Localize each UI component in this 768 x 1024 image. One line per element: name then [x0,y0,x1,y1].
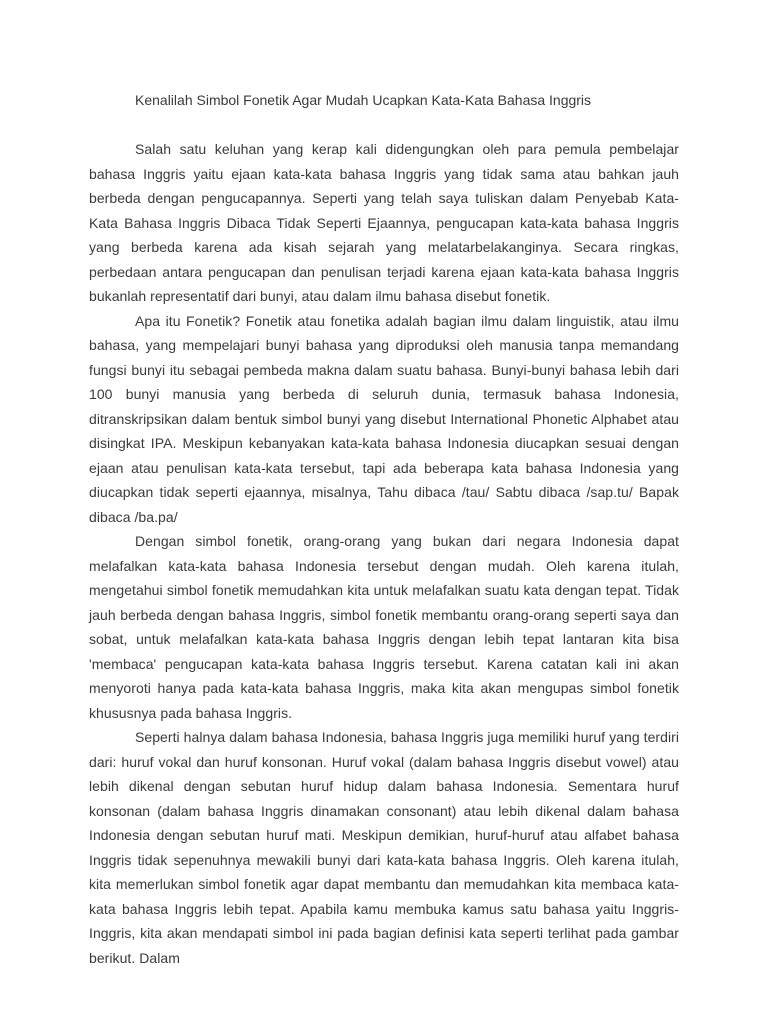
document-page [89,88,679,970]
document-title: Kenalilah Simbol Fonetik Agar Mudah Ucapkan Kata-Kata Bahasa Inggris [135,92,592,108]
paragraph-4: Seperti halnya dalam bahasa Indonesia, bahasa Inggris juga memiliki huruf yang terdiri dari: huruf vokal dan huruf konsonan. Huruf vokal (dalam bahasa Inggris disebut vowel) atau lebih dikenal dengan sebutan huruf hidup dalam bahasa Indonesia. Sementara huruf konsonan (dalam bahasa Inggris dinamakan consonant) atau lebih dikenal dalam bahasa Indonesia dengan sebutan huruf mati. Meskipun demikian, huruf-huruf atau alfabet bahasa Inggris tidak sepenuhnya mewakili bunyi dari kata-kata bahasa Inggris. Oleh karena itulah, kita memerlukan simbol fonetik agar dapat membantu dan memudahkan kita membaca kata-kata bahasa Inggris lebih tepat. Apabila kamu membuka kamus satu bahasa yaitu Inggris-Inggris, kita akan mendapati simbol ini pada bagian definisi kata seperti terlihat pada gambar berikut. Dalam [89,729,679,966]
paragraph-3: Dengan simbol fonetik, orang-orang yang bukan dari negara Indonesia dapat melafalkan kata-kata bahasa Indonesia tersebut dengan mudah. Oleh karena itulah, mengetahui simbol fonetik memudahkan kita untuk melafalkan suatu kata dengan tepat. Tidak jauh berbeda dengan bahasa Inggris, simbol fonetik membantu orang-orang seperti saya dan sobat, untuk melafalkan kata-kata bahasa Inggris dengan lebih tepat lantaran kita bisa 'membaca' pengucapan kata-kata bahasa Inggris tersebut. Karena catatan kali ini akan menyoroti hanya pada kata-kata bahasa Inggris, maka kita akan mengupas simbol fonetik khususnya pada bahasa Inggris. [89,533,679,721]
paragraph-1: Salah satu keluhan yang kerap kali didengungkan oleh para pemula pembelajar bahasa Inggris yaitu ejaan kata-kata bahasa Inggris yang tidak sama atau bahkan jauh berbeda dengan pengucapannya. Seperti yang telah saya tuliskan dalam Penyebab Kata-Kata Bahasa Inggris Dibaca Tidak Seperti Ejaannya, pengucapan kata-kata bahasa Inggris yang berbeda karena ada kisah sejarah yang melatarbelakanginya. Secara ringkas, perbedaan antara pengucapan dan penulisan terjadi karena ejaan kata-kata bahasa Inggris bukanlah representatif dari bunyi, atau dalam ilmu bahasa disebut fonetik. [89,141,679,304]
title-spacer [89,113,679,138]
paragraph-2: Apa itu Fonetik? Fonetik atau fonetika adalah bagian ilmu dalam linguistik, atau ilmu bahasa, yang mempelajari bunyi bahasa yang diproduksi oleh manusia tanpa memandang fungsi bunyi itu sebagai pembeda makna dalam suatu bahasa. Bunyi-bunyi bahasa lebih dari 100 bunyi manusia yang berbeda di seluruh dunia, termasuk bahasa Indonesia, ditranskripsikan dalam bentuk simbol bunyi yang disebut International Phonetic Alphabet atau disingkat IPA. Meskipun kebanyakan kata-kata bahasa Indonesia diucapkan sesuai dengan ejaan atau penulisan kata-kata tersebut, tapi ada beberapa kata bahasa Indonesia yang diucapkan tidak seperti ejaannya, misalnya, Tahu dibaca /tau/ Sabtu dibaca /sap.tu/ Bapak dibaca /ba.pa/ [89,312,679,525]
